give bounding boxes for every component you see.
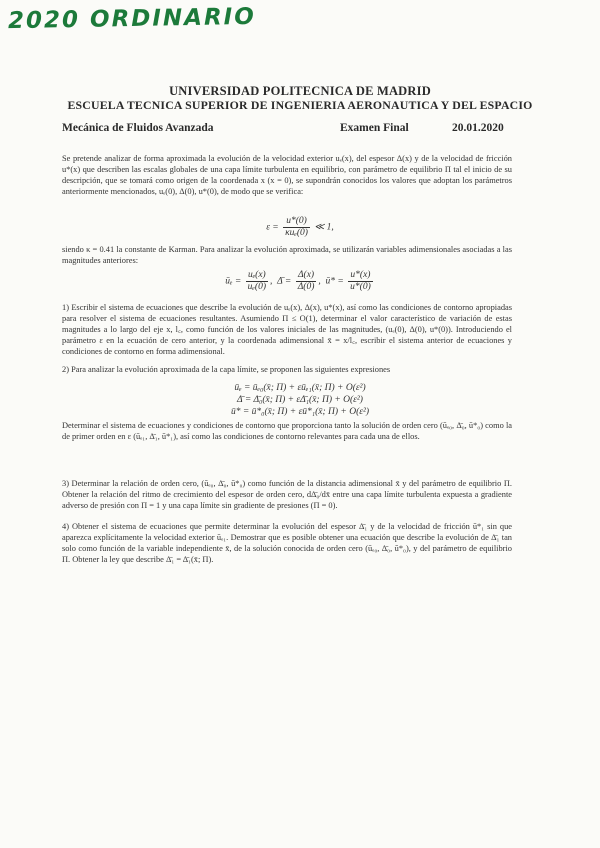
- intro-paragraph: Se pretende analizar de forma aproximada la evolución de la velocidad exterior uₑ(x), del espesor Δ(x) y de la velocidad de fricción u*(x) que describen las escalas globales de una capa límite turbulenta en equilibrio, con parámetro de equilibrio Π tal el inicio de su descripción, que se tomará como origen de la coordenada x (x = 0), se supondrán conocidos los valores que adoptan los parámetros anteriormente mencionados, uₑ(0), Δ(0), u*(0), de modo que se verifica:: [62, 154, 512, 196]
- question-4: 4) Obtener el sistema de ecuaciones que permite determinar la evolución del espesor Δ̄₁ y de la velocidad de fricción ū*₁ sin que aparezca explícitamente la velocidad exterior ūₑ₁. Demostrar que es posible obtener una ecuación que describe la evolución de Δ̄₁ tan solo como función de la variable independiente x̄, de la solución conocida de orden cero (ūₑ₀, Δ̄₀, ū*₀), y del parámetro de equilibrio Π. Obtener la ley que describe Δ̄₁ = Δ̄₁(x̄; Π).: [62, 522, 512, 564]
- var-ue-den: uₑ(0): [247, 282, 266, 292]
- expansion-ustar: ū* = ū*₀(x̄; Π) + εū*₁(x̄; Π) + O(ε²): [231, 407, 369, 417]
- var-ue-fraction: [246, 270, 268, 293]
- var-delta-den: Δ(0): [297, 282, 315, 292]
- var-ue-num: uₑ(x): [246, 270, 268, 282]
- exam-type: Examen Final: [340, 122, 409, 134]
- eq-numerator: u*(0): [283, 216, 310, 228]
- var-ustar-lhs: ū* =: [325, 276, 344, 287]
- var-ustar-den: u*(0): [350, 282, 371, 292]
- intro-after-equation: siendo κ = 0.41 la constante de Karman. Para analizar la evolución aproximada, se utilizarán variables adimensionales asociadas a las magnitudes anteriores:: [62, 245, 512, 265]
- course-name: Mecánica de Fluidos Avanzada: [62, 122, 214, 134]
- exam-date: 20.01.2020: [452, 122, 504, 134]
- eq-lhs: ε =: [266, 222, 279, 233]
- expansion-delta: Δ̄ = Δ̄₀(x̄; Π) + εΔ̄₁(x̄; Π) + O(ε²): [237, 395, 363, 405]
- question-2: 2) Para analizar la evolución aproximada de la capa límite, se proponen las siguientes expresiones: [62, 365, 391, 374]
- expansion-ue: ūₑ = ūₑ₀(x̄; Π) + εūₑ₁(x̄; Π) + O(ε²): [234, 383, 366, 393]
- handwritten-title: 2020 ORDINARIO: [7, 3, 257, 35]
- dimensionless-variables: ūₑ = $\frac{\text{uₑ(x)}}{\text{uₑ(0)}}$ , Δ̄ = $\frac{\Delta(x)}{\Delta(0)}$ , ū* = $\frac{u*(x)}{u*(0)}$: [225, 270, 371, 292]
- var-delta-fraction: [296, 270, 317, 293]
- var-ustar-fraction: [348, 270, 373, 293]
- var-ue-lhs: ūₑ =: [225, 276, 242, 287]
- school-name: ESCUELA TECNICA SUPERIOR DE INGENIERIA AERONAUTICA Y DEL ESPACIO: [67, 98, 533, 112]
- question-2-after: Determinar el sistema de ecuaciones y condiciones de contorno que proporciona tanto la solución de orden cero (ūₑ₀, Δ̄₀, ū*₀) como la de primer orden en ε (ūₑ₁, Δ̄₁, ū*₁), así como las condiciones de contorno relevantes para cada una de ellos.: [62, 421, 512, 441]
- question-3: 3) Determinar la relación de orden cero, (ūₑ₀, Δ̄₀, ū*₀) como función de la distancia adimensional x̄ y del parámetro de equilibrio Π. Obtener la relación del ritmo de crecimiento del espesor de orden cero, dΔ̄₀/dx̄ entre una capa límite turbulenta expuesta a gradiente adverso de presión con Π = 1 y una capa límite sin gradiente de presiones (Π = 0).: [62, 479, 512, 510]
- var-delta-num: Δ(x): [296, 270, 317, 282]
- eq-fraction: [283, 216, 310, 239]
- eq-denominator: κuₑ(0): [285, 228, 308, 238]
- university-name: UNIVERSIDAD POLITECNICA DE MADRID: [169, 84, 431, 98]
- epsilon-equation: [0, 216, 600, 239]
- eq-rest: ≪ 1,: [314, 222, 334, 233]
- question-1: 1) Escribir el sistema de ecuaciones que describe la evolución de uₑ(x), Δ(x), u*(x), así como las condiciones de contorno apropiadas para resolver el sistema de ecuaciones resultantes. Asumiendo Π ≤ O(1), determinar el valor característico de variación de estas magnitudes a lo largo del eje x, l꜀, como función de los valores iniciales de las magnitudes, (uₑ(0), Δ(0), u*(0)). Introduciendo el parámetro ε en la ecuación de cero anterior, y la coordenada adimensional x̄ = x/l꜀, escribir el sistema anterior de ecuaciones y condiciones de contorno en forma adimensional.: [62, 303, 512, 356]
- var-delta-lhs: Δ̄ =: [277, 276, 292, 287]
- var-ustar-num: u*(x): [348, 270, 373, 282]
- expansion-equations: [0, 382, 600, 418]
